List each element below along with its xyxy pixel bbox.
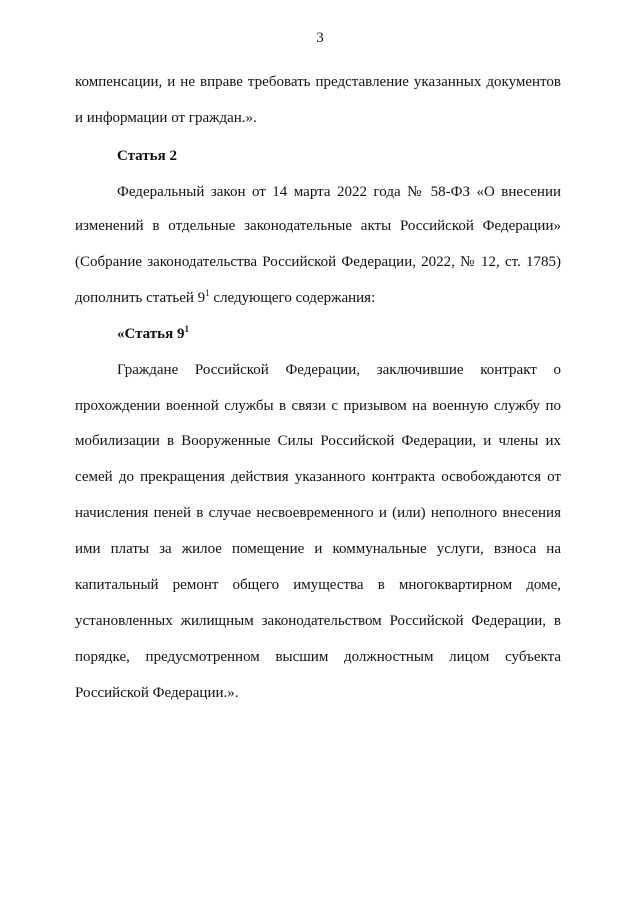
article-2-line-2: изменений в отдельные законодательные акты Российской Федерации» [75, 218, 561, 234]
article-9-1-line-last: Российской Федерации.». [75, 685, 239, 701]
article-9-1-line: порядке, предусмотренном высшим должностным лицом субъекта [75, 649, 561, 665]
article-9-1-line: установленных жилищным законодательством Российской Федерации, в [75, 613, 561, 629]
article-9-1-line: начисления пеней в случае несвоевременного и (или) неполного внесения [75, 505, 561, 521]
article-9-1-heading-text: «Статья 9 [117, 326, 185, 342]
article-2-line-4-text: дополнить статьей 9 [75, 290, 206, 306]
article-9-1-heading-superscript: 1 [184, 324, 189, 334]
article-9-1-line: семей до прекращения действия указанного контракта освобождаются от [75, 469, 561, 485]
article-9-1-heading [117, 324, 561, 344]
article-2-line-4-text-end: следующего содержания: [209, 290, 376, 306]
article-2-line-1: Федеральный закон от 14 марта 2022 года № 58-ФЗ «О внесении [117, 184, 561, 200]
article-9-1-line: Граждане Российской Федерации, заключившие контракт о [117, 362, 561, 378]
article-2-line-4 [75, 288, 561, 308]
article-9-1-line: капитальный ремонт общего имущества в многоквартирном доме, [75, 577, 561, 593]
article-2-heading: Статья 2 [117, 148, 177, 164]
continuation-line-1: компенсации, и не вправе требовать представление указанных документов [75, 74, 561, 90]
article-9-1-line: ими платы за жилое помещение и коммунальные услуги, взноса на [75, 541, 561, 557]
article-2-line-4-superscript: 1 [205, 288, 210, 298]
article-9-1-line: прохождении военной службы в связи с призывом на военную службу по [75, 398, 561, 414]
page-number: 3 [316, 30, 324, 46]
article-2-line-3: (Собрание законодательства Российской Федерации, 2022, № 12, ст. 1785) [75, 254, 561, 270]
article-9-1-line: мобилизации в Вооруженные Силы Российской Федерации, и члены их [75, 433, 561, 449]
continuation-line-2: и информации от граждан.». [75, 110, 257, 126]
